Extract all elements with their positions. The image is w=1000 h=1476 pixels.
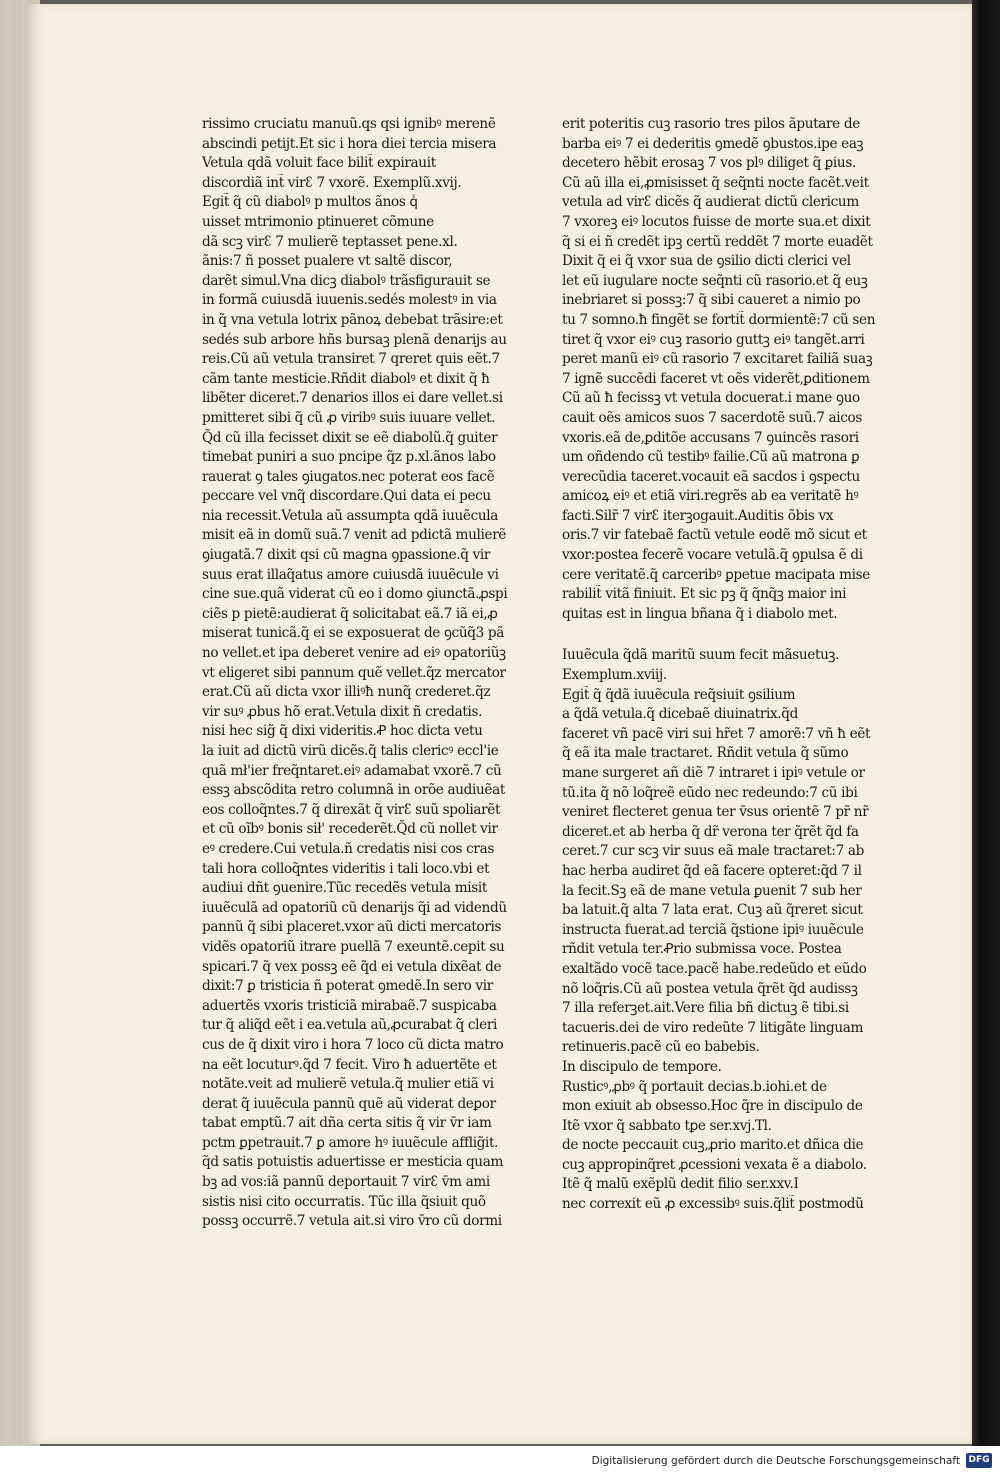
text-line: vxoris.eã de,ꝑditõe accusans 7 ꝯuincẽs rasori <box>562 429 859 446</box>
text-line: faceret vñ pacẽ viri sui hr̃et 7 amorẽ:7 vñ ħ eẽt <box>562 725 871 742</box>
text-line: rauerat ꝯ tales ꝯiugatos.nec poterat eos facẽ <box>202 468 495 485</box>
text-line: Egit̃ q̃ q̃dã iuuẽcula req̃siuit ꝯsilium <box>562 686 796 703</box>
text-line: nõ loq̃ris.Cũ aũ postea vetula q̃rẽt q̃d audissꝫ <box>562 980 858 997</box>
text-line: quitas est in lingua bñana q̃ i diabolo met. <box>562 605 838 622</box>
text-line: vt eligeret sibi pannum quẽ vellet.q̃z mercator <box>202 664 506 681</box>
text-line: sistis nisi cito occurratis. Tũc illa q̃siuit quõ <box>202 1193 486 1210</box>
text-line: verecũdia taceret.vocauit eã sacdos i ꝯspectu <box>562 468 860 485</box>
text-line: retinueris.pacẽ cũ eo babebis. <box>562 1039 760 1056</box>
text-line: Exemplum.xviij. <box>562 667 667 684</box>
text-line: abscindi petijt.Et sic i hora diei tercia misera <box>202 135 497 152</box>
text-line: nec correxit eũ ꝓ excessibꝰ suis.q̃lit̃ postmodũ <box>562 1196 864 1213</box>
text-line: uisset mtrimonio ptinueret cõmune <box>202 213 434 230</box>
text-line: tu 7 somno.ħ fingẽt se fortit̃ dormientẽ:7 cũ sen <box>562 311 876 328</box>
text-line: barba eiꝰ 7 ei dederitis ꝯmedẽ ꝯbustos.ipe eaꝫ <box>562 135 864 152</box>
left-text-column <box>202 115 528 1232</box>
paragraph-gap <box>562 624 894 646</box>
text-line: vidẽs opatoriũ itrare puellã 7 exeuntẽ.cepit su <box>202 938 505 955</box>
text-line: dã scꝫ virꜫ 7 mulierẽ teptasset pene.xl. <box>202 233 458 250</box>
text-line: instructa fuerat.ad terciã q̃stione ipiꝰ iuuẽcule <box>562 921 864 938</box>
text-line: q̃ si ei ñ credẽt ipꝫ certũ reddẽt 7 morte euadẽt <box>562 233 873 250</box>
text-line: la fecit.Sꝫ eã de mane vetula ꝑuenit 7 sub her <box>562 882 862 899</box>
text-line: cauit oẽs amicos suos 7 sacerdotẽ suũ.7 aicos <box>562 409 862 426</box>
text-line: Cũ aũ ħ fecissꝫ vt vetula docuerat.i mane ꝯuo <box>562 390 860 407</box>
text-line: sedés sub arbore hñs bursaꝫ plenã denarijs au <box>202 331 507 348</box>
text-line: aduertẽs vxoris tristiciã mirabaẽ.7 suspicaba <box>202 997 497 1014</box>
text-line: tabat emptũ.7 ait dña certa sitis q̃ vir v̄r iam <box>202 1115 492 1132</box>
text-line: in formã cuiusdã iuuenis.sedés molestꝰ in via <box>202 292 497 309</box>
text-line: ceret.7 cur scꝫ vir suus eã male tractaret:7 ab <box>562 843 864 860</box>
text-line: facti.Silr̃ 7 virꜫ iterꝫogauit.Auditis õbis vx <box>562 507 834 524</box>
text-line: pannũ q̃ sibi placeret.vxor aũ dicti mercatoris <box>202 919 502 936</box>
text-line: decetero hẽbit erosaꝫ 7 vos plꝰ diliget q̃ ꝑius. <box>562 155 856 172</box>
text-line: amicoꝝ eiꝰ et etiã viri.regrẽs ab ea veritatẽ hꝰ <box>562 488 859 505</box>
text-line: Egit̃ q̃ cũ diabolꝰ p multos ãnos qᷤ <box>202 194 418 211</box>
text-line: possꝫ occurrẽ.7 vetula ait.si viro v̄ro cũ dormi <box>202 1213 502 1230</box>
text-line: mon exiuit ab obsesso.Hoc q̃re in discipulo de <box>562 1098 863 1115</box>
text-line: cere veritatẽ.q̃ carceribꝰ ꝑpetue macipata mise <box>562 566 870 583</box>
text-line: Q̃d cũ illa fecisset dixit se eẽ diabolũ.q̃ guiter <box>202 429 498 446</box>
text-line: quã mł'ier freq̃ntaret.eiꝰ adamabat vxorẽ.7 cũ <box>202 762 502 779</box>
text-line: Cũ aũ illa ei,ꝓmisisset q̃ seq̃nti nocte facẽt.veit <box>562 174 869 191</box>
text-line: Itẽ q̃ malũ exẽplũ dedit filio ser.xxv.I <box>562 1176 799 1193</box>
text-line: essꝫ abscõdita retro columnã in orõe audiuẽat <box>202 782 505 799</box>
text-line: veniret flecteret genua ter v̄sus orientẽ 7 pr̃ nr̃ <box>562 804 869 821</box>
text-line: iuuẽculã ad opatoriũ cũ denarijs q̃i ad videndũ <box>202 899 507 916</box>
text-line: a q̃dã vetula.q̃ dicebaẽ diuinatrix.q̃d <box>562 706 798 723</box>
text-line: libẽter diceret.7 denarios illos ei dare vellet.si <box>202 390 503 407</box>
text-line: tiret q̃ vxor eiꝰ cuꝫ rasorio guttꝫ eiꝰ tangẽt.arri <box>562 331 865 348</box>
text-line: eꝰ credere.Cui vetula.ñ credatis nisi cos cras <box>202 840 494 857</box>
text-line: vetula ad virꜫ dicẽs q̃ audierat dictũ clericum <box>562 194 859 211</box>
text-line: rabilit̃ vitã finiuit. Et sic pꝫ q̃ q̃nq̃ꝫ maior ini <box>562 586 847 603</box>
text-line: q̃d satis potuistis aduertisse er mesticia quam <box>202 1154 504 1171</box>
text-line: erat.Cũ aũ dicta vxor illiꝰħ nunq̃ crederet.q̃z <box>202 684 491 701</box>
text-line: reis.Cũ aũ vetula transiret 7 qreret quis eẽt.7 <box>202 351 500 368</box>
dfg-logo: DFG <box>966 1453 992 1468</box>
text-line: et cũ oĩbꝰ bonis sił' recederẽt.Q̃d cũ nollet vir <box>202 821 498 838</box>
text-line: exaltãdo vocẽ tace.pacẽ habe.redeũdo et eũdo <box>562 960 867 977</box>
text-line: let eũ iugulare nocte seq̃nti cũ rasorio.et q̃ euꝫ <box>562 272 868 289</box>
text-line: pctm ꝑpetrauit.7 ꝑ amore hꝰ iuuẽcule afflig̃it. <box>202 1134 499 1151</box>
text-line: timebat puniri a suo pncipe q̃z p.xl.ãnos labo <box>202 449 496 466</box>
text-line: tacueris.dei de viro redeũte 7 litigãte linguam <box>562 1019 864 1036</box>
text-line: ba latuit.q̃ alta 7 lata erat. Cuꝫ aũ q̃reret sicut <box>562 902 863 919</box>
text-line: tũ.ita q̃ nõ loq̃reẽ eũdo nec redeundo:7 cũ ibi <box>562 784 858 801</box>
text-line: Itẽ vxor q̃ sabbato tꝑe ser.xvj.Tl. <box>562 1117 772 1134</box>
footer-bar <box>0 1446 1000 1476</box>
text-line: inebriaret si possꝫ:7 q̃ sibi caueret a nimio po <box>562 292 861 309</box>
text-line: derat q̃ iuuẽcula pannũ quẽ aũ viderat deꝑor <box>202 1095 496 1112</box>
text-line: spicari.7 q̃ vex possꝫ eẽ q̃d ei vetula dixẽat de <box>202 958 502 975</box>
text-line: la iuit ad dictũ virũ dicẽs.q̃ talis clericꝰ eccl'ie <box>202 743 499 759</box>
text-line: mane surgeret añ diẽ 7 intraret i ipiꝰ vetule or <box>562 765 865 781</box>
text-line: hac herba audiret q̃d eã facere opteret:q̃d 7 il <box>562 862 862 879</box>
text-line: Dixit q̃ ei q̃ vxor sua de ꝯsilio dicti clerici vel <box>562 253 851 270</box>
text-line: in q̃ vna vetula lotrix pãnoꝝ debebat trãsire:et <box>202 311 503 328</box>
text-line: Rusticꝰ,ꝓbꝰ q̃ portauit decias.b.iohi.et de <box>562 1078 827 1095</box>
text-line: ãnis:7 ñ posset pualere vt saltẽ discor, <box>202 253 453 270</box>
text-line: peret manũ eiꝰ cũ rasorio 7 excitaret failiã suaꝫ <box>562 351 873 368</box>
text-line: erit poteritis cuꝫ rasorio tres pilos ãputare de <box>562 116 860 132</box>
text-line: misit eã in domũ suã.7 venit ad pdictã mulierẽ <box>202 527 507 544</box>
text-line: vxor:postea fecerẽ vocare vetulã.q̃ ꝯpulsa ẽ di <box>562 547 863 564</box>
text-line: um oñdendo cũ testibꝰ failie.Cũ aũ matrona ꝑ <box>562 449 860 466</box>
text-line: no vellet.et ipa deberet venire ad eiꝰ opatoriũꝫ <box>202 645 506 662</box>
text-line: eos colloq̃ntes.7 q̃ direxãt q̃ virꜫ suũ spoliarẽt <box>202 801 501 818</box>
text-line: diceret.et ab herba q̃ dr̃ verona ter q̃rẽt q̃d fa <box>562 823 859 840</box>
text-line: rñdit vetula ter.Ꝓrio submissa voce. Postea <box>562 941 842 958</box>
text-line: pmitteret sibi q̃ cũ ꝓ viribꝰ suis iuuare vellet. <box>202 409 496 426</box>
text-line: nia recessit.Vetula aũ assumpta qdã iuuẽcula <box>202 507 499 524</box>
text-line: dixit:7 ꝑ tristicia ñ poterat ꝯmedẽ.In sero vir <box>202 978 493 995</box>
text-line: Vetula qdã voluit face bilit̃ expirauit <box>202 155 436 172</box>
text-line: tali hora colloq̃ntes videritis i tali loco.vbi et <box>202 860 490 877</box>
text-line: na eẽt locuturꝰ.q̃d 7 fecit. Viro ħ aduertẽte et <box>202 1056 497 1073</box>
text-line: cus de q̃ dixit viro i hora 7 loco cũ dicta matro <box>202 1036 504 1053</box>
text-line: nisi hec sig̃ q̃ dixi videritis.Ꝓ hoc dicta vetu <box>202 723 483 740</box>
text-line: miserat tunicã.q̃ ei se exposuerat de ꝯcũq̃3 pã <box>202 625 504 642</box>
text-line: cine sue.quã viderat cũ eo i domo ꝯiunctã.ꝓspi <box>202 586 508 603</box>
text-line: vir suꝰ ꝓbus hõ erat.Vetula dixit ñ credatis. <box>202 703 483 720</box>
text-line: oris.7 vir fatebaẽ factũ vetule eodẽ mõ sicut et <box>562 527 867 544</box>
text-line: suus erat illaq̃atus amore cuiusdã iuuẽcule vi <box>202 566 499 583</box>
text-line: cãm tante mesticie.Rñdit diabolꝰ et dixit q̃ ħ <box>202 370 490 387</box>
text-line: rissimo cruciatu manuũ.qs qsi ignibꝰ merenẽ <box>202 116 496 132</box>
text-line: peccare vel vnq̃ discordare.Qui data ei pecu <box>202 488 491 505</box>
book-cover-edge <box>972 0 1000 1446</box>
text-line: 7 illa referꝫet.ait.Vere filia bñ dictuꝫ ẽ tibi.si <box>562 1000 849 1017</box>
text-line: de nocte peccauit cuꝫ,ꝓrio marito.et dñica die <box>562 1137 864 1154</box>
text-line: Iuuẽcula q̃dã maritũ suum fecit mãsuetuꝫ. <box>562 647 840 664</box>
text-line: audiui dñt ꝯuenire.Tũc recedẽs vetula misit <box>202 880 488 897</box>
text-line: 7 ignẽ succẽdi faceret vt oẽs viderẽt,ꝑditionem <box>562 370 870 387</box>
text-line: In discipulo de tempore. <box>562 1058 722 1075</box>
text-line: cuꝫ appropinq̃ret ꝓcessioni vexata ẽ a diabolo. <box>562 1156 867 1173</box>
text-line: ciẽs p pietẽ:audierat q̃ solicitabat eã.7 iã ei,ꝓ <box>202 605 498 622</box>
text-line: darẽt simul.Vna dicꝫ diabolꝰ trãsfigurauit se <box>202 272 491 289</box>
text-line: notãte.veit ad mulierẽ vetula.q̃ mulier etiã vi <box>202 1076 494 1093</box>
text-line: discordiã int̃ virꜫ 7 vxorẽ. Exemplũ.xvij. <box>202 174 462 191</box>
funding-credit: Digitalisierung gefördert durch die Deutsche Forschungsgemeinschaft <box>591 1455 960 1467</box>
right-text-column <box>562 115 894 1215</box>
text-line: bꝫ ad vos:iã pannũ deportauit 7 virꜫ v̄m ami <box>202 1174 490 1191</box>
text-line: ꝯiugatã.7 dixit qsi cũ magna ꝯpassione.q̃ vir <box>202 547 491 564</box>
text-line: q̃ eã ita male tractaret. Rñdit vetula q̃ sũmo <box>562 745 849 762</box>
text-line: 7 vxoreꝫ eiꝰ locutos fuisse de morte sua.et dixit <box>562 213 871 230</box>
text-line: tur q̃ aliq̃d eẽt i ea.vetula aũ,ꝓcurabat q̃ cleri <box>202 1017 498 1034</box>
